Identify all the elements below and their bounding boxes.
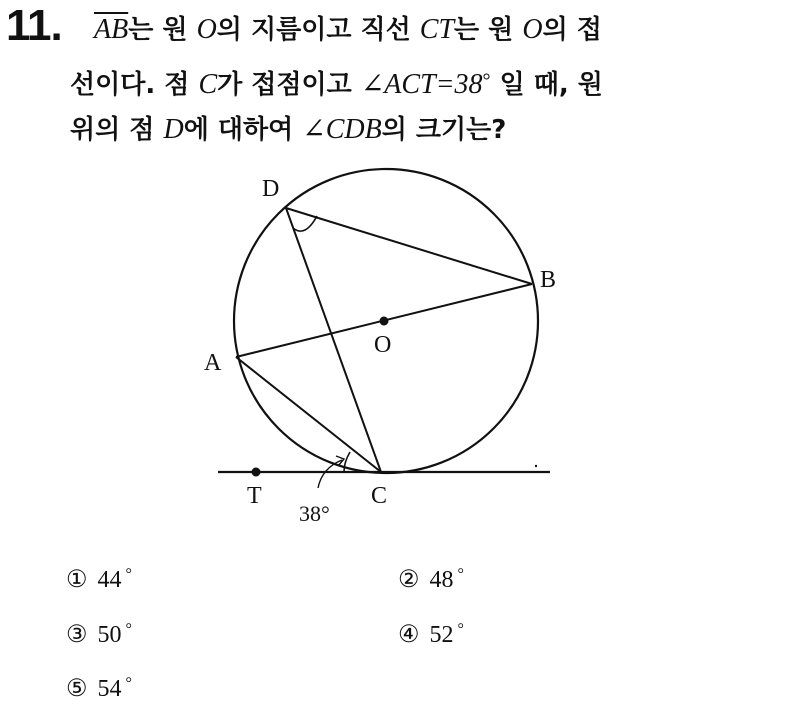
degree-symbol: ° xyxy=(125,675,132,692)
degree-symbol: ° xyxy=(482,70,491,92)
label-c: C xyxy=(371,483,388,509)
question-text: 의 크기는? xyxy=(381,115,507,145)
chord-db xyxy=(286,208,532,284)
choice-value: 52 xyxy=(429,622,454,648)
angle-arc-d xyxy=(293,216,317,231)
center-point-o xyxy=(380,317,389,326)
choice-number: ② xyxy=(398,567,420,593)
question-text: 는 원 xyxy=(454,15,523,45)
question-text: 에 대하여 xyxy=(183,115,303,145)
choice-number: ⑤ xyxy=(66,676,88,702)
question-text: 는 원 xyxy=(128,15,197,45)
chord-dc xyxy=(286,208,381,472)
choice-number: ③ xyxy=(66,622,88,648)
question-number: 11. xyxy=(6,1,62,50)
angle-act-expression: ∠ACT=38 xyxy=(360,69,483,100)
choice-number: ④ xyxy=(398,622,420,648)
choice-value: 54 xyxy=(97,676,122,702)
angle-cdb-expression: ∠CDB xyxy=(302,114,382,145)
question-text: 위의 점 xyxy=(70,115,164,145)
choice-value: 50 xyxy=(97,622,122,648)
choice-1[interactable] xyxy=(66,567,132,592)
choice-2[interactable] xyxy=(398,567,464,592)
question-text: 가 접점이고 xyxy=(217,70,361,100)
question-text: 의 접 xyxy=(542,15,602,45)
segment-ab: $\overline{AB}$ xyxy=(94,14,129,45)
question-text: 일 때, 원 xyxy=(490,70,603,100)
label-o: O xyxy=(374,332,392,358)
choice-value: 48 xyxy=(429,567,454,593)
label-d: D xyxy=(262,176,280,202)
point-o-ref: O xyxy=(196,14,217,45)
choice-5[interactable] xyxy=(66,676,132,701)
degree-symbol: ° xyxy=(125,621,132,638)
question-text: 의 지름이고 직선 xyxy=(216,15,420,45)
label-t: T xyxy=(247,483,262,509)
point-o-ref: O xyxy=(522,14,543,45)
choice-3[interactable] xyxy=(66,622,132,647)
degree-symbol: ° xyxy=(457,621,464,638)
label-a: A xyxy=(204,350,222,376)
label-angle-38: 38° xyxy=(299,501,330,526)
question-text: 선이다. 점 xyxy=(70,70,199,100)
choice-value: 44 xyxy=(97,567,122,593)
point-t xyxy=(252,468,261,477)
label-b: B xyxy=(540,267,557,293)
point-c-ref: C xyxy=(198,69,218,100)
line-end-mark xyxy=(535,465,537,467)
point-d-ref: D xyxy=(163,114,184,145)
line-ct-ref: CT xyxy=(419,14,455,45)
degree-symbol: ° xyxy=(125,566,132,583)
choice-number: ① xyxy=(66,567,88,593)
choice-4[interactable] xyxy=(398,622,464,647)
degree-symbol: ° xyxy=(457,566,464,583)
